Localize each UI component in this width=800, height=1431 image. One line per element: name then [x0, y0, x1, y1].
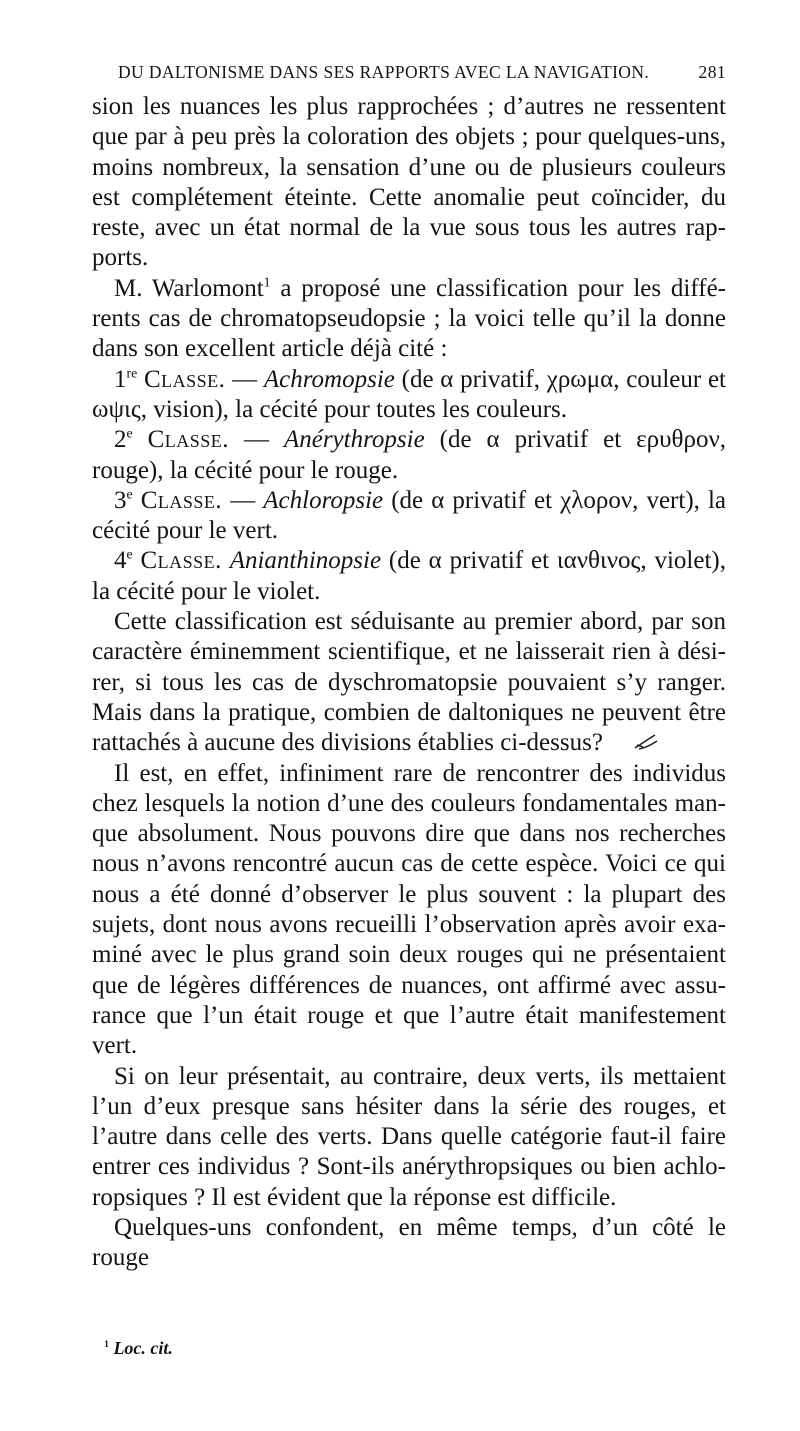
paragraph-3-text: Cette classification est séduisante au premier abord, par son caractère éminemment scientifique, et ne laisserait rien à désirer, si tous les cas de dyschromatopsie pouvaient s’y ranger. Mais dans la pratique, combien de daltoniques ne peuvent être rattachés à aucune des divisions établies ci-dessus?	[92, 608, 726, 757]
class-1-text: (de α privatif, χρωμα, couleur et ωψις, vision), la cécité pour toutes les couleurs.	[92, 365, 727, 423]
class-2-dash: —	[229, 426, 284, 454]
paragraph-2	[92, 274, 726, 365]
class-2-label: Classe.	[147, 426, 230, 454]
class-3-number: 3	[114, 486, 127, 514]
class-1-name: Achromopsie	[263, 365, 395, 393]
class-3-label: Classe.	[140, 486, 223, 514]
class-1-entry	[92, 365, 726, 426]
running-header	[118, 62, 726, 83]
class-3-text: (de α privatif et χλορον, vert), la cécité pour le vert.	[92, 486, 727, 545]
footnote-text: Loc. cit.	[113, 1338, 173, 1358]
class-4-label: Classe.	[140, 547, 222, 575]
class-4-number: 4	[114, 547, 127, 575]
paragraph-1: sion les nuances les plus rapprochées ; d’autres ne ressentent que par à peu près la coloration des objets ; pour quelques-uns, moins nombreux, la sensation d’une ou de plusieurs couleurs est complétement éteinte. Cette anomalie peut coïncider, du reste, avec un état normal de la vue sous tous les autres rapports.	[92, 93, 726, 272]
running-title: DU DALTONISME DANS SES RAPPORTS AVEC LA NAVIGATION.	[118, 62, 650, 82]
class-2-text: (de α privatif et ερυθρον, rouge), la cécité pour le rouge.	[92, 426, 726, 484]
paragraph-2-text: a proposé une classification pour les différents cas de chromatopseudopsie ; la voici telle qu’il la donne dans son excellent article déjà cité :	[92, 274, 726, 363]
author-name: M. Warlomont	[114, 274, 264, 302]
class-2-ordinal: e	[126, 425, 133, 441]
body-text	[92, 92, 726, 1274]
class-1-dash: —	[225, 365, 264, 393]
footnote-marker: 1	[104, 1339, 109, 1351]
paragraph-3	[92, 607, 726, 758]
class-1-label: Classe.	[143, 365, 226, 393]
handwritten-mark-icon	[609, 730, 639, 750]
class-4-text: (de α privatif et ιανθινος, violet), la cécité pour le violet.	[92, 547, 726, 605]
class-4-entry	[92, 546, 726, 607]
footnote-ref: 1	[263, 274, 271, 290]
paragraph-5: Si on leur présentait, au contraire, deux verts, ils mettaient l’un d’eux presque sans hésiter dans la série des rouges, et l’autre dans celle des verts. Dans quelle catégorie faut-il faire entrer ces individus ? Sont-ils anérythropsiques ou bien achloropsiques ? Il est évident que la réponse est difficile.	[92, 1062, 726, 1211]
class-2-entry	[92, 425, 726, 486]
page-number: 281	[698, 62, 726, 82]
paragraph-6: Quelques-uns confondent, en même temps, d’un côté le rouge	[92, 1213, 726, 1272]
class-4-ordinal: e	[126, 546, 133, 562]
class-3-ordinal: e	[126, 486, 133, 502]
class-2-name: Anérythropsie	[283, 426, 425, 454]
class-3-entry	[92, 486, 726, 547]
class-2-number: 2	[114, 426, 127, 454]
class-3-name: Achloropsie	[263, 486, 384, 514]
class-3-dash: —	[222, 486, 264, 514]
class-1-ordinal: re	[126, 365, 138, 381]
class-4-dash	[222, 547, 230, 574]
footnote	[104, 1338, 173, 1359]
class-1-number: 1	[114, 365, 127, 393]
class-4-name: Anianthinopsie	[229, 547, 382, 575]
paragraph-4: Il est, en effet, infiniment rare de rencontrer des individus chez lesquels la notion d’une des couleurs fondamentales manque absolument. Nous pouvons dire que dans nos recherches nous n’avons rencontré aucun cas de cette espèce. Voici ce qui nous a été donné d’observer le plus souvent : la plupart des sujets, dont nous avons recueilli l’observation après avoir examiné avec le plus grand soin deux rouges qui ne présentaient que de légères différences de nuances, ont affirmé avec assurance que l’un était rouge et que l’autre était manifestement vert.	[92, 759, 726, 1060]
